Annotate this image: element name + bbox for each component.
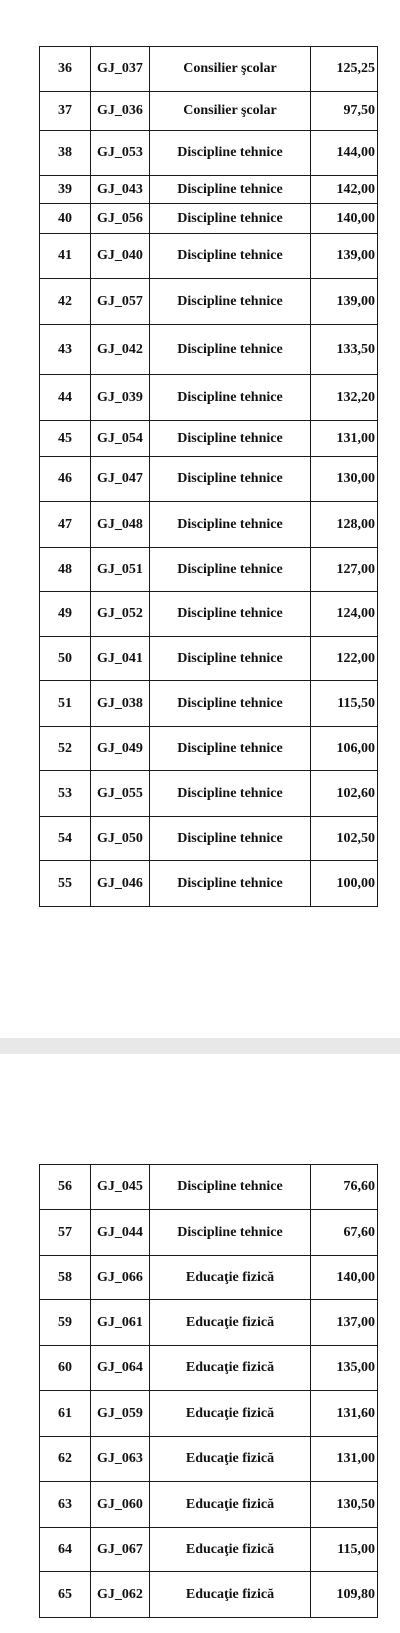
specialty-name: Discipline tehnice [150,1165,311,1210]
table-row [40,1482,378,1528]
table-row [40,1165,378,1210]
score-value: 67,60 [311,1210,378,1256]
row-number: 38 [40,131,91,176]
candidate-code: GJ_039 [91,375,150,421]
score-value: 97,50 [311,92,378,131]
row-number: 51 [40,681,91,727]
document-page-2 [0,1054,400,1633]
table-row [40,1346,378,1391]
table-row [40,502,378,548]
candidate-code: GJ_067 [91,1528,150,1572]
candidate-code: GJ_060 [91,1482,150,1528]
results-table-body [40,47,378,907]
score-value: 139,00 [311,279,378,325]
candidate-code: GJ_040 [91,234,150,279]
row-number: 49 [40,592,91,637]
score-value: 125,25 [311,47,378,92]
score-value: 115,50 [311,681,378,727]
specialty-name: Educaţie fizică [150,1437,311,1482]
specialty-name: Educaţie fizică [150,1528,311,1572]
specialty-name: Educaţie fizică [150,1256,311,1300]
specialty-name: Consilier şcolar [150,92,311,131]
candidate-code: GJ_050 [91,817,150,861]
table-row [40,234,378,279]
table-row [40,47,378,92]
score-value: 109,80 [311,1572,378,1618]
score-value: 139,00 [311,234,378,279]
table-row [40,421,378,457]
row-number: 42 [40,279,91,325]
candidate-code: GJ_061 [91,1300,150,1346]
specialty-name: Educaţie fizică [150,1482,311,1528]
specialty-name: Discipline tehnice [150,1210,311,1256]
candidate-code: GJ_049 [91,727,150,771]
row-number: 48 [40,548,91,592]
score-value: 130,50 [311,1482,378,1528]
row-number: 59 [40,1300,91,1346]
table-row [40,92,378,131]
table-row [40,817,378,861]
candidate-code: GJ_045 [91,1165,150,1210]
row-number: 65 [40,1572,91,1618]
row-number: 36 [40,47,91,92]
score-value: 135,00 [311,1346,378,1391]
table-row [40,325,378,375]
row-number: 52 [40,727,91,771]
specialty-name: Discipline tehnice [150,204,311,234]
table-row [40,204,378,234]
specialty-name: Educaţie fizică [150,1572,311,1618]
score-value: 131,00 [311,1437,378,1482]
score-value: 137,00 [311,1300,378,1346]
specialty-name: Discipline tehnice [150,457,311,502]
row-number: 44 [40,375,91,421]
specialty-name: Discipline tehnice [150,502,311,548]
score-value: 144,00 [311,131,378,176]
candidate-code: GJ_043 [91,176,150,204]
candidate-code: GJ_044 [91,1210,150,1256]
row-number: 53 [40,771,91,817]
score-value: 124,00 [311,592,378,637]
row-number: 54 [40,817,91,861]
table-row [40,279,378,325]
row-number: 61 [40,1391,91,1437]
row-number: 56 [40,1165,91,1210]
score-value: 140,00 [311,204,378,234]
specialty-name: Educaţie fizică [150,1346,311,1391]
specialty-name: Discipline tehnice [150,421,311,457]
table-row [40,1572,378,1618]
score-value: 128,00 [311,502,378,548]
specialty-name: Discipline tehnice [150,234,311,279]
table-row [40,457,378,502]
score-value: 142,00 [311,176,378,204]
specialty-name: Educaţie fizică [150,1391,311,1437]
specialty-name: Discipline tehnice [150,325,311,375]
candidate-code: GJ_064 [91,1346,150,1391]
specialty-name: Discipline tehnice [150,176,311,204]
score-value: 131,00 [311,421,378,457]
candidate-code: GJ_057 [91,279,150,325]
table-row [40,1210,378,1256]
candidate-code: GJ_042 [91,325,150,375]
row-number: 39 [40,176,91,204]
row-number: 41 [40,234,91,279]
specialty-name: Discipline tehnice [150,727,311,771]
candidate-code: GJ_047 [91,457,150,502]
row-number: 50 [40,637,91,681]
row-number: 45 [40,421,91,457]
specialty-name: Consilier şcolar [150,47,311,92]
row-number: 47 [40,502,91,548]
candidate-code: GJ_052 [91,592,150,637]
score-value: 130,00 [311,457,378,502]
table-row [40,1300,378,1346]
candidate-code: GJ_053 [91,131,150,176]
results-table-page-1 [39,46,378,907]
score-value: 100,00 [311,861,378,907]
candidate-code: GJ_062 [91,1572,150,1618]
candidate-code: GJ_055 [91,771,150,817]
results-table-body [40,1165,378,1618]
specialty-name: Discipline tehnice [150,771,311,817]
row-number: 58 [40,1256,91,1300]
specialty-name: Discipline tehnice [150,279,311,325]
score-value: 122,00 [311,637,378,681]
candidate-code: GJ_037 [91,47,150,92]
table-row [40,637,378,681]
candidate-code: GJ_036 [91,92,150,131]
table-row [40,131,378,176]
score-value: 133,50 [311,325,378,375]
table-row [40,1528,378,1572]
candidate-code: GJ_059 [91,1391,150,1437]
row-number: 43 [40,325,91,375]
table-row [40,1391,378,1437]
row-number: 64 [40,1528,91,1572]
specialty-name: Discipline tehnice [150,637,311,681]
table-row [40,681,378,727]
score-value: 115,00 [311,1528,378,1572]
score-value: 102,50 [311,817,378,861]
specialty-name: Discipline tehnice [150,131,311,176]
score-value: 76,60 [311,1165,378,1210]
table-row [40,1256,378,1300]
results-table-page-2 [39,1164,378,1618]
specialty-name: Discipline tehnice [150,375,311,421]
row-number: 37 [40,92,91,131]
table-row [40,176,378,204]
score-value: 131,60 [311,1391,378,1437]
table-row [40,861,378,907]
specialty-name: Discipline tehnice [150,592,311,637]
candidate-code: GJ_054 [91,421,150,457]
specialty-name: Discipline tehnice [150,681,311,727]
row-number: 40 [40,204,91,234]
row-number: 63 [40,1482,91,1528]
table-row [40,592,378,637]
row-number: 46 [40,457,91,502]
table-row [40,375,378,421]
candidate-code: GJ_063 [91,1437,150,1482]
specialty-name: Educaţie fizică [150,1300,311,1346]
table-row [40,771,378,817]
candidate-code: GJ_048 [91,502,150,548]
candidate-code: GJ_041 [91,637,150,681]
table-row [40,1437,378,1482]
row-number: 62 [40,1437,91,1482]
candidate-code: GJ_051 [91,548,150,592]
candidate-code: GJ_038 [91,681,150,727]
table-row [40,727,378,771]
score-value: 102,60 [311,771,378,817]
candidate-code: GJ_046 [91,861,150,907]
score-value: 106,00 [311,727,378,771]
row-number: 55 [40,861,91,907]
row-number: 60 [40,1346,91,1391]
score-value: 127,00 [311,548,378,592]
specialty-name: Discipline tehnice [150,861,311,907]
table-row [40,548,378,592]
candidate-code: GJ_066 [91,1256,150,1300]
score-value: 140,00 [311,1256,378,1300]
row-number: 57 [40,1210,91,1256]
page-separator [0,1038,400,1054]
candidate-code: GJ_056 [91,204,150,234]
specialty-name: Discipline tehnice [150,548,311,592]
score-value: 132,20 [311,375,378,421]
specialty-name: Discipline tehnice [150,817,311,861]
